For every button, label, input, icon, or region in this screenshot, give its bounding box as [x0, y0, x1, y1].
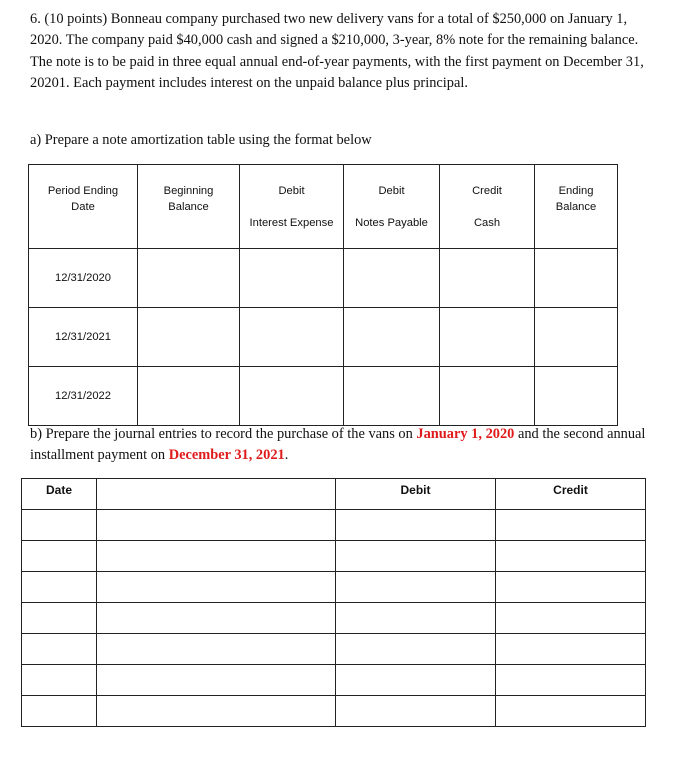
journal-credit-cell[interactable]	[496, 696, 646, 727]
journal-date-cell[interactable]	[22, 510, 97, 541]
amortization-header-row	[29, 165, 618, 249]
cash-cell[interactable]	[440, 367, 535, 426]
header-beginning-balance: Beginning Balance	[138, 165, 240, 249]
header-credit-cash: Credit Cash	[440, 165, 535, 249]
journal-credit-cell[interactable]	[496, 572, 646, 603]
header-credit: Credit	[496, 479, 646, 510]
period-date-cell: 12/31/2020	[29, 249, 138, 308]
ending-balance-cell[interactable]	[535, 308, 618, 367]
period-date-cell: 12/31/2022	[29, 367, 138, 426]
journal-entry-table	[21, 478, 646, 727]
interest-expense-cell[interactable]	[240, 367, 344, 426]
journal-date-cell[interactable]	[22, 696, 97, 727]
journal-debit-cell[interactable]	[336, 510, 496, 541]
journal-account-cell[interactable]	[97, 572, 336, 603]
part-a-instruction: a) Prepare a note amortization table using the format below	[30, 132, 372, 148]
ending-balance-cell[interactable]	[535, 249, 618, 308]
header-ending-balance: Ending Balance	[535, 165, 618, 249]
journal-debit-cell[interactable]	[336, 572, 496, 603]
journal-debit-cell[interactable]	[336, 603, 496, 634]
journal-row	[22, 634, 646, 665]
ending-balance-cell[interactable]	[535, 367, 618, 426]
beginning-balance-cell[interactable]	[138, 308, 240, 367]
problem-statement: 6. (10 points) Bonneau company purchased two new delivery vans for a total of $250,000 on January 1, 2020. The company paid $40,000 cash and signed a $210,000, 3-year, 8% note for the remaining balance. The note is to be paid in three equal annual end-of-year payments, with the first payment on December 31, 20201. Each payment includes interest on the unpaid balance plus principal.	[30, 11, 644, 92]
notes-payable-cell[interactable]	[344, 249, 440, 308]
journal-account-cell[interactable]	[97, 541, 336, 572]
journal-credit-cell[interactable]	[496, 634, 646, 665]
beginning-balance-cell[interactable]	[138, 367, 240, 426]
header-period-ending-date: Period Ending Date	[29, 165, 138, 249]
journal-credit-cell[interactable]	[496, 665, 646, 696]
beginning-balance-cell[interactable]	[138, 249, 240, 308]
journal-row	[22, 696, 646, 727]
cash-cell[interactable]	[440, 308, 535, 367]
journal-account-cell[interactable]	[97, 665, 336, 696]
journal-date-cell[interactable]	[22, 665, 97, 696]
header-account	[97, 479, 336, 510]
installment-date-highlight: December 31, 2021	[168, 446, 285, 463]
amortization-row	[29, 308, 618, 367]
journal-debit-cell[interactable]	[336, 696, 496, 727]
period-date-cell: 12/31/2021	[29, 308, 138, 367]
journal-debit-cell[interactable]	[336, 665, 496, 696]
journal-credit-cell[interactable]	[496, 603, 646, 634]
journal-date-cell[interactable]	[22, 572, 97, 603]
journal-account-cell[interactable]	[97, 696, 336, 727]
amortization-table	[28, 164, 618, 426]
header-date: Date	[22, 479, 97, 510]
amortization-row	[29, 367, 618, 426]
journal-row	[22, 665, 646, 696]
journal-account-cell[interactable]	[97, 603, 336, 634]
journal-credit-cell[interactable]	[496, 541, 646, 572]
journal-debit-cell[interactable]	[336, 541, 496, 572]
journal-row	[22, 541, 646, 572]
purchase-date-highlight: January 1, 2020	[416, 426, 515, 442]
journal-header-row	[22, 479, 646, 510]
amortization-row	[29, 249, 618, 308]
journal-date-cell[interactable]	[22, 634, 97, 665]
header-debit: Debit	[336, 479, 496, 510]
journal-credit-cell[interactable]	[496, 510, 646, 541]
journal-row	[22, 603, 646, 634]
part-b-instruction: b) Prepare the journal entries to record the purchase of the vans on January 1, 2020 and the second annual installment payment on December 31, 2021.	[30, 426, 646, 463]
journal-date-cell[interactable]	[22, 541, 97, 572]
notes-payable-cell[interactable]	[344, 308, 440, 367]
journal-date-cell[interactable]	[22, 603, 97, 634]
journal-row	[22, 572, 646, 603]
interest-expense-cell[interactable]	[240, 249, 344, 308]
journal-account-cell[interactable]	[97, 634, 336, 665]
journal-debit-cell[interactable]	[336, 634, 496, 665]
notes-payable-cell[interactable]	[344, 367, 440, 426]
journal-account-cell[interactable]	[97, 510, 336, 541]
cash-cell[interactable]	[440, 249, 535, 308]
header-debit-interest-expense: Debit Interest Expense	[240, 165, 344, 249]
header-debit-notes-payable: Debit Notes Payable	[344, 165, 440, 249]
journal-row	[22, 510, 646, 541]
interest-expense-cell[interactable]	[240, 308, 344, 367]
